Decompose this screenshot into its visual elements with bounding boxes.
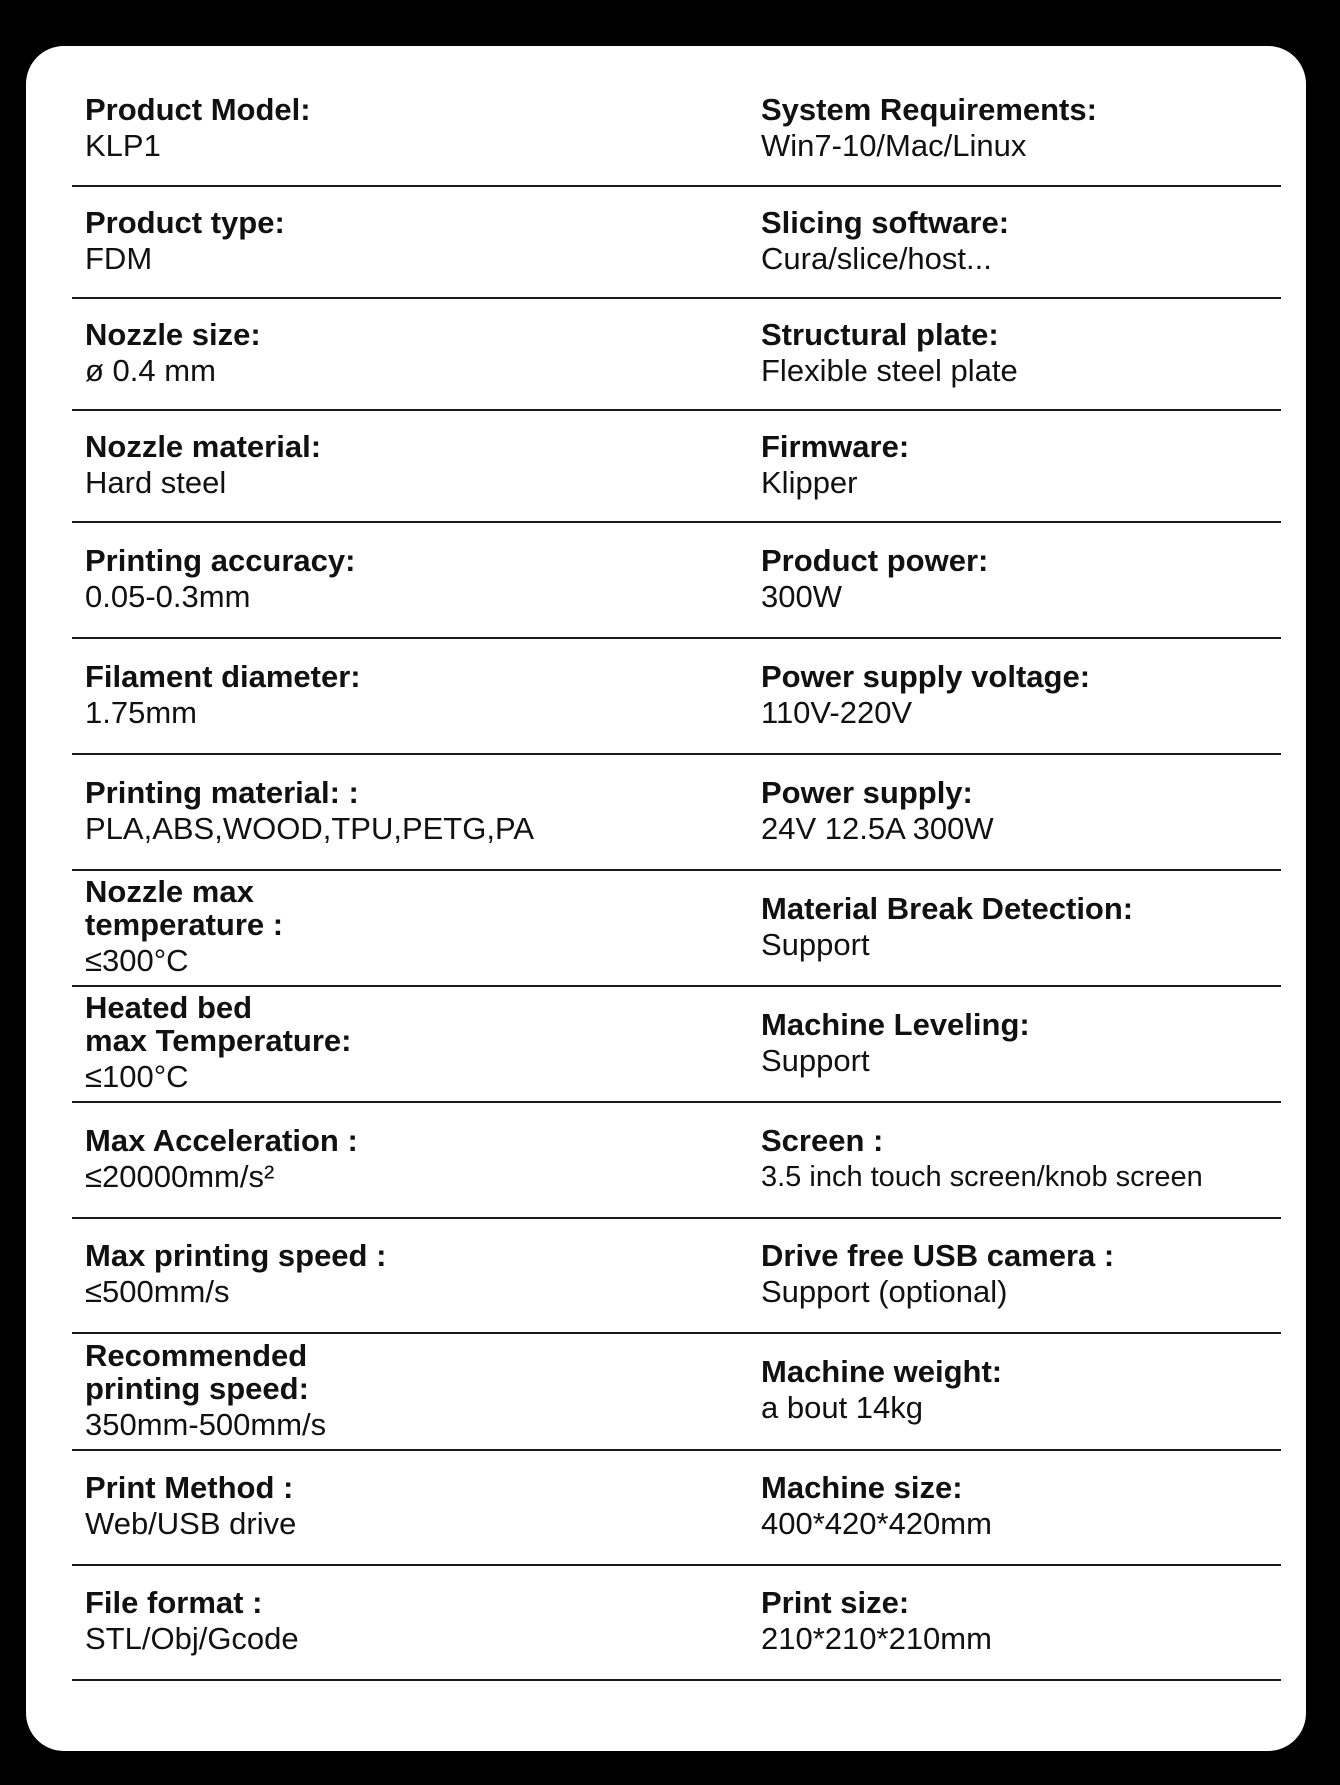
spec-card [26, 46, 1306, 1751]
spec-row [72, 187, 1281, 299]
spec-row [72, 523, 1281, 639]
spec-row [72, 639, 1281, 755]
spec-cell-right [748, 1219, 1281, 1332]
spec-cell-right [748, 987, 1281, 1101]
spec-label: Structural plate: [761, 316, 999, 352]
spec-label: Slicing software: [761, 204, 1010, 240]
spec-label: Filament diameter: [85, 658, 361, 694]
spec-cell-right [748, 1334, 1281, 1449]
spec-label: Print Method : [85, 1470, 294, 1505]
spec-cell-right [748, 1566, 1281, 1679]
spec-cell-left [72, 74, 748, 185]
spec-label: Heated bed max Temperature: [85, 990, 352, 1058]
spec-row [72, 411, 1281, 523]
spec-cell-right [748, 1103, 1281, 1217]
spec-cell-left [72, 755, 748, 869]
spec-label: Printing material: : [85, 774, 359, 810]
spec-value: 110V-220V [761, 694, 913, 730]
spec-cell-right [748, 187, 1281, 297]
spec-label: Max Acceleration : [85, 1122, 358, 1158]
spec-value: Support (optional) [761, 1274, 1008, 1309]
spec-row [72, 871, 1281, 987]
spec-label: Printing accuracy: [85, 542, 356, 578]
spec-cell-right [748, 1451, 1281, 1564]
spec-value: 210*210*210mm [761, 1621, 992, 1656]
spec-label: Machine Leveling: [761, 1006, 1030, 1042]
spec-value: 300W [761, 578, 842, 614]
spec-cell-right [748, 639, 1281, 753]
spec-label: Machine weight: [761, 1354, 1003, 1389]
spec-value: Web/USB drive [85, 1506, 297, 1541]
spec-cell-left [72, 1334, 748, 1449]
spec-cell-left [72, 987, 748, 1101]
spec-value: Flexible steel plate [761, 352, 1018, 388]
spec-value: ≤20000mm/s² [85, 1158, 275, 1194]
spec-label: Print size: [761, 1585, 910, 1620]
spec-row [72, 1451, 1281, 1566]
spec-cell-left [72, 1219, 748, 1332]
spec-label: Product Model: [85, 92, 311, 127]
spec-cell-right [748, 411, 1281, 521]
spec-cell-right [748, 299, 1281, 409]
spec-value: 400*420*420mm [761, 1506, 992, 1541]
spec-label: System Requirements: [761, 92, 1097, 127]
spec-label: Material Break Detection: [761, 890, 1134, 926]
spec-value: Klipper [761, 464, 858, 500]
spec-value: PLA,ABS,WOOD,TPU,PETG,PA [85, 810, 535, 846]
spec-value: Support [761, 1042, 870, 1078]
spec-label: Machine size: [761, 1470, 963, 1505]
spec-value: 350mm-500mm/s [85, 1406, 327, 1442]
spec-row [72, 1219, 1281, 1334]
spec-value: FDM [85, 240, 153, 276]
spec-cell-left [72, 871, 748, 985]
spec-cell-right [748, 871, 1281, 985]
spec-table [72, 74, 1281, 1681]
spec-label: Product power: [761, 542, 989, 578]
spec-label: Drive free USB camera : [761, 1238, 1115, 1273]
spec-value: 1.75mm [85, 694, 197, 730]
spec-cell-right [748, 755, 1281, 869]
spec-value: 3.5 inch touch screen/knob screen [761, 1160, 1203, 1193]
spec-label: Nozzle size: [85, 316, 261, 352]
spec-cell-left [72, 1451, 748, 1564]
spec-label: Recommended printing speed: [85, 1337, 309, 1406]
spec-label: File format : [85, 1585, 263, 1620]
spec-value: KLP1 [85, 128, 161, 163]
spec-value: Hard steel [85, 464, 227, 500]
spec-cell-left [72, 187, 748, 297]
spec-label: Power supply: [761, 774, 973, 810]
spec-label: Product type: [85, 204, 285, 240]
spec-value: ≤500mm/s [85, 1274, 230, 1309]
spec-row [72, 1103, 1281, 1219]
spec-label: Screen : [761, 1122, 884, 1158]
spec-cell-left [72, 523, 748, 637]
spec-value: Support [761, 926, 870, 962]
spec-value: ≤300°C [85, 943, 189, 978]
spec-value: Win7-10/Mac/Linux [761, 128, 1027, 163]
spec-label: Nozzle material: [85, 428, 322, 464]
spec-cell-left [72, 1103, 748, 1217]
spec-value: STL/Obj/Gcode [85, 1621, 299, 1656]
spec-value: ≤100°C [85, 1059, 189, 1094]
spec-row [72, 299, 1281, 411]
spec-value: 24V 12.5A 300W [761, 810, 994, 846]
spec-row [72, 74, 1281, 187]
spec-row [72, 1334, 1281, 1451]
spec-cell-left [72, 1566, 748, 1679]
spec-value: a bout 14kg [761, 1390, 924, 1425]
spec-cell-right [748, 74, 1281, 185]
spec-value: 0.05-0.3mm [85, 578, 251, 614]
spec-row [72, 1566, 1281, 1681]
spec-cell-right [748, 523, 1281, 637]
spec-cell-left [72, 639, 748, 753]
spec-label: Nozzle max temperature : [85, 874, 284, 942]
spec-label: Power supply voltage: [761, 658, 1091, 694]
spec-cell-left [72, 411, 748, 521]
spec-label: Max printing speed : [85, 1238, 387, 1273]
spec-row [72, 987, 1281, 1103]
spec-value: Cura/slice/host... [761, 240, 992, 276]
spec-row [72, 755, 1281, 871]
spec-cell-left [72, 299, 748, 409]
spec-label: Firmware: [761, 428, 910, 464]
spec-value: ø 0.4 mm [85, 352, 216, 388]
